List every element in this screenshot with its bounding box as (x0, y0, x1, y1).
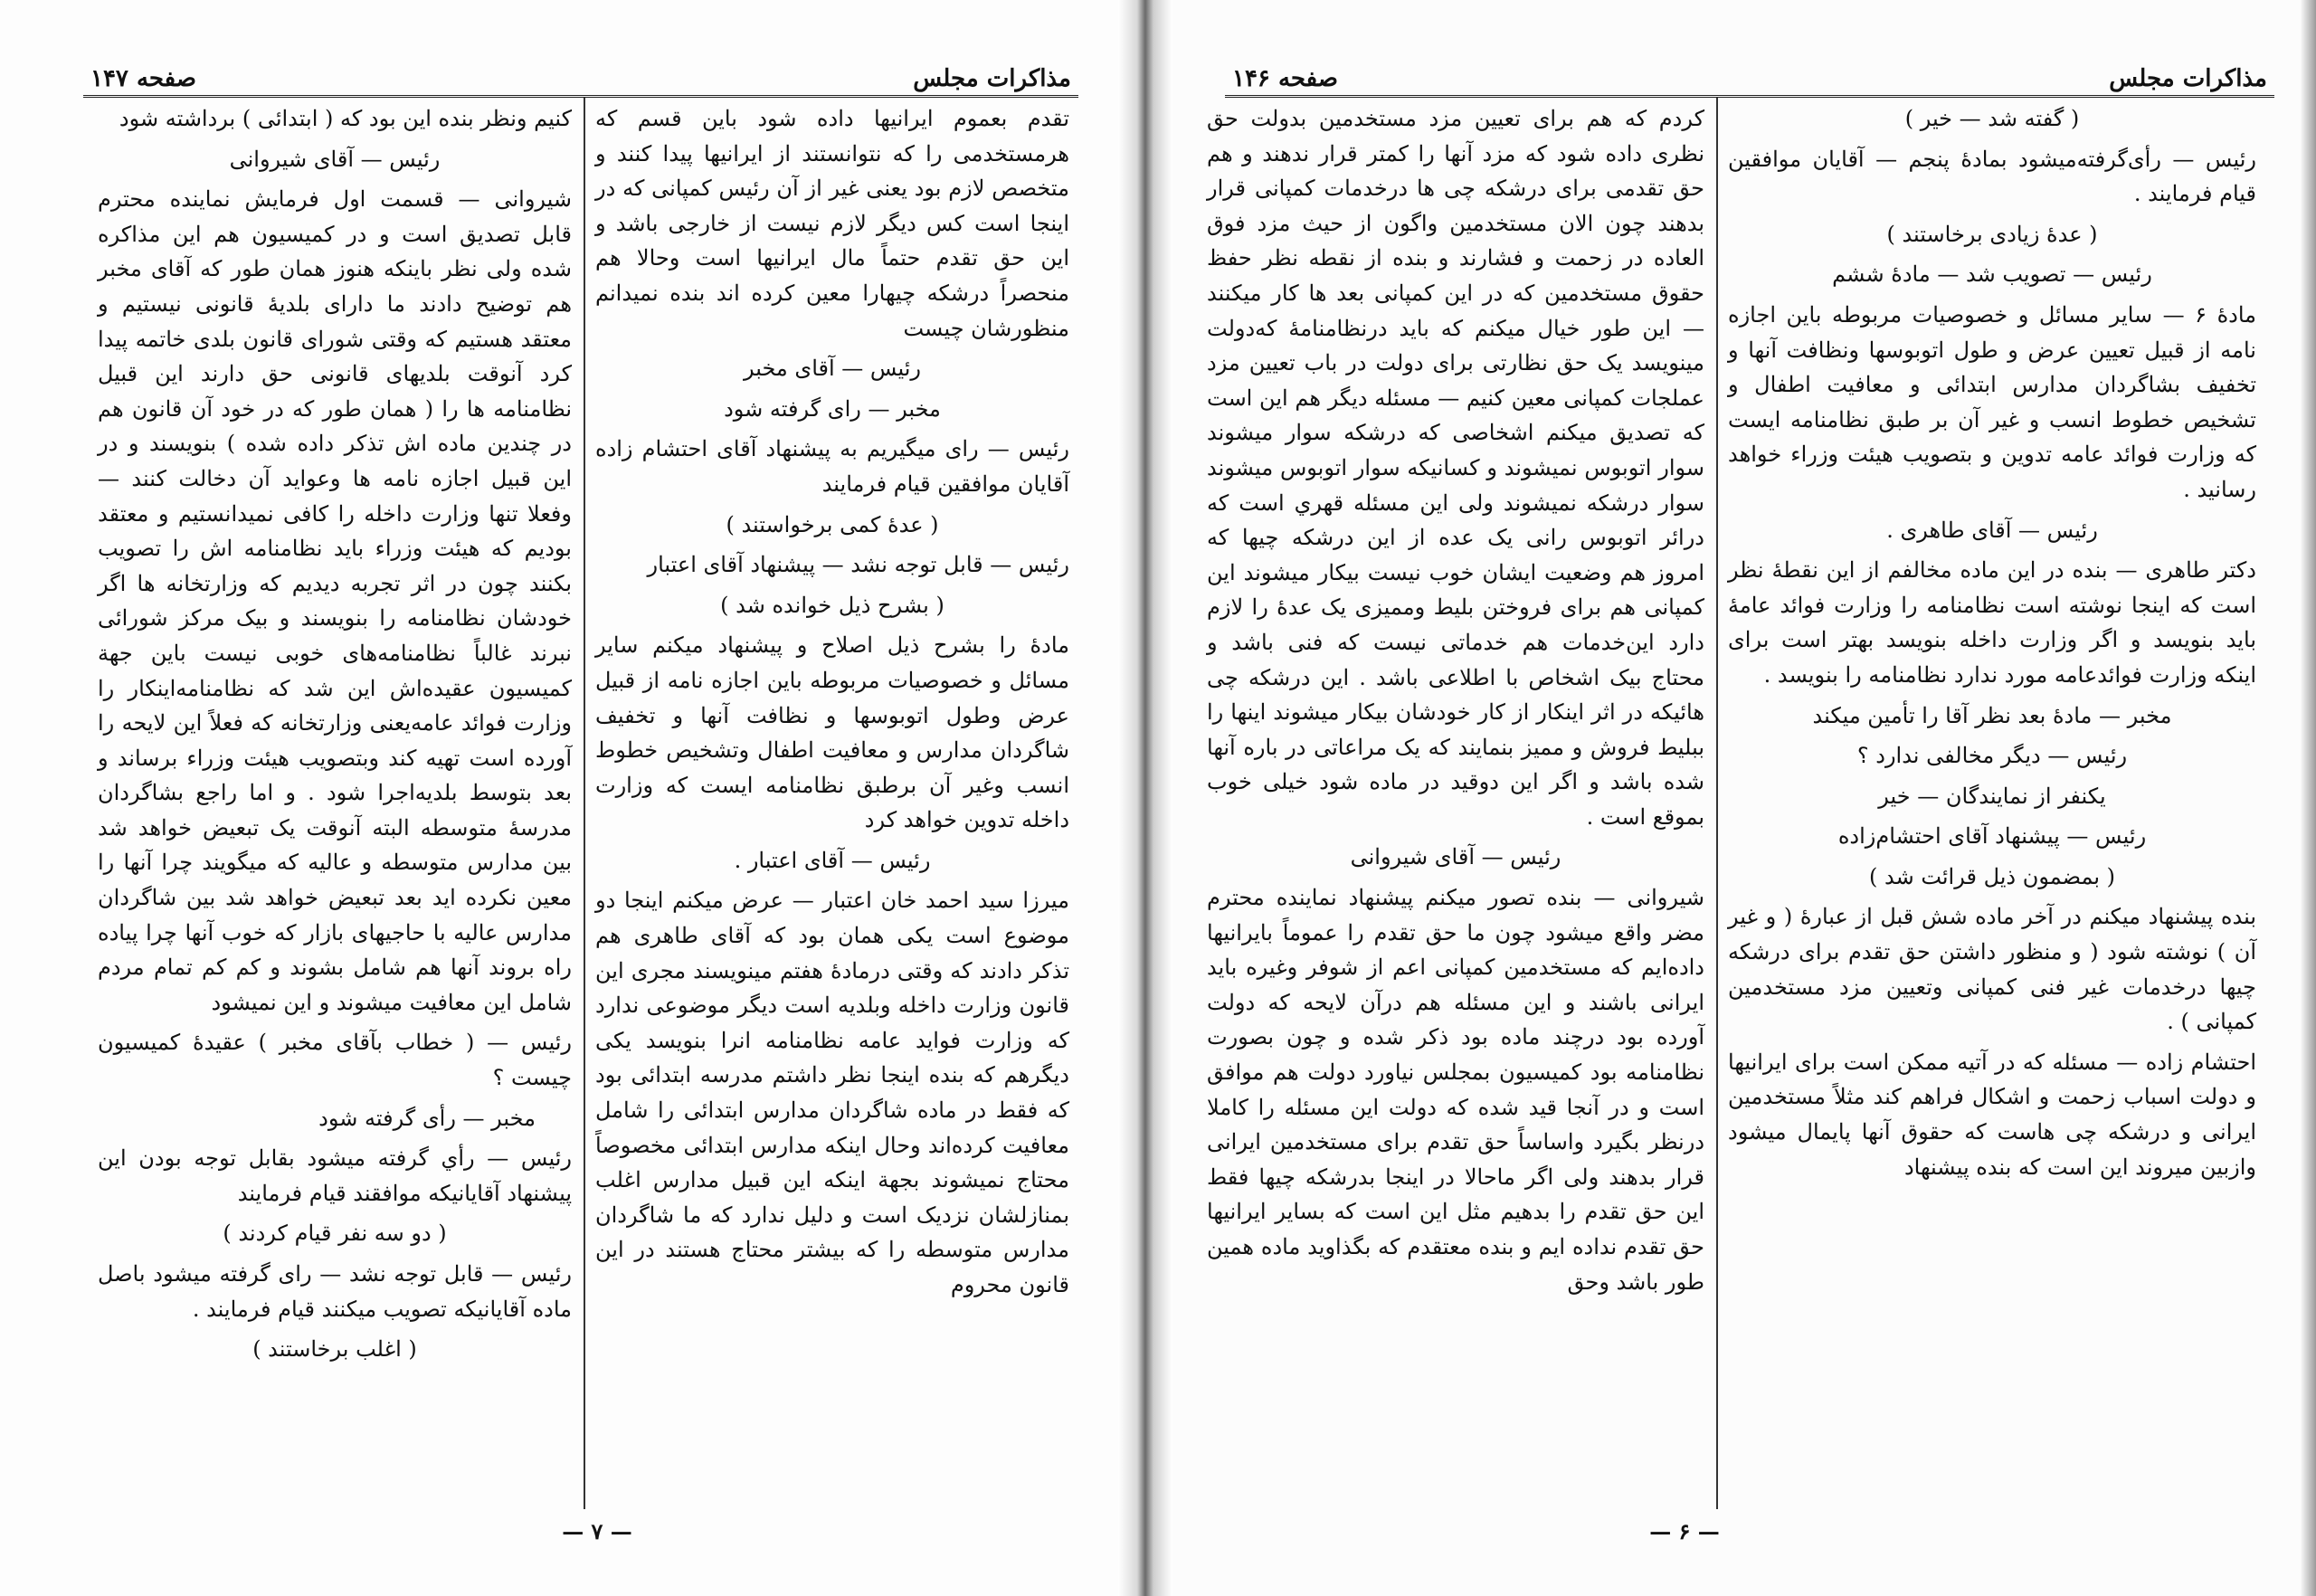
paragraph: رئیس — رأی‌گرفته‌میشود بمادهٔ پنجم — آقایان موافقین قیام فرمایند . (1728, 146, 2256, 207)
paragraph: رئیس — آقای شیروانی (1350, 844, 1561, 870)
paragraph: کنیم ونظر بنده این بود که ( ابتدائی ) برداشته شود (119, 106, 572, 131)
paragraph: ( دو سه نفر قیام کردند ) (223, 1221, 447, 1247)
paragraph: شیروانی — قسمت اول فرمایش نماینده محترم قابل تصدیق است و در کمیسیون هم این مذاکره شده ولی نظر باینکه هنوز همان طور که آقای مخبر هم توضیح دادند ما دارای بلدیهٔ قانونی نیستیم و معتقد هستیم که وقتی شورای قانون بلدی خاتمه پیدا کرد آنوقت بلدیهای قانونی حق دارند این قبیل نظامنامه ها را ( همان طور که در خود آن قانون هم در چندین ماده اش تذکر داده شده ) بنویسند و در این قبیل اجازه نامه ها وعواید آن دخالت کنند — وفعلا تنها وزارت داخله را کافی نمیدانستیم و معتقد بودیم که هیئت وزراء باید نظامنامه اش را تصویب بکنند چون در اثر تجربه دیدیم که وزارتخانه ها اگر خودشان نظامنامه را بنویسند و بیک مرکز شورائی نبرند غالباً نظامنامه‌های خوبی نیست باین جهة کمیسیون عقیده‌اش این شد که نظامنامه‌اینکار را وزارت فوائد عامه‌یعنی وزارتخانه که فعلاً این لایحه را آورده است تهیه کند وبتصویب هیئت وزراء برساند و بعد بتوسط بلدیه‌اجرا شود . و اما راجع بشاگردان مدرسهٔ متوسطه البته آنوقت یک تبعیض خواهد شد بین مدارس متوسطه و عالیه که میگویند چرا آنها را معین نکرده اید بعد تبعیض خواهد شد بین شاگردان مدارس عالیه با حاجیهای بازار که خوب آنها چرا پیاده راه بروند آنها هم شامل بشوند و کم کم تمام مردم شامل این معافیت میشوند و این نمیشود (98, 186, 573, 1015)
column-divider (584, 98, 585, 1509)
left-page-column-right (588, 98, 1077, 1509)
left-page-folio: — ۷ — (562, 1518, 632, 1544)
right-page-number-label: صفحه ۱۴۶ (1232, 65, 1338, 92)
paragraph: احتشام زاده — مسئله که در آتیه ممکن است برای ایرانیها و دولت اسباب زحمت و اشکال فراهم کند مثلاً مستخدمین ایرانی و درشکه چی هاست که حقوق آنها پایمال میشود وازبین میروند این است که بنده پیشنهاد (1728, 1049, 2256, 1180)
paragraph: رئیس — قابل توجه نشد — رای گرفته میشود باصل ماده آقایانیکه تصویب میکنند قیام فرمایند . (98, 1261, 572, 1322)
paragraph: مخبر — رأی گرفته شود (318, 1105, 536, 1131)
paragraph: ( بشرح ذیل خوانده شد ) (720, 592, 944, 618)
paragraph: رئیس — آقای طاهری . (1886, 517, 2098, 543)
left-page (0, 0, 1142, 1596)
paragraph: رئیس — پیشنهاد آقای احتشام‌زاده (1837, 823, 2147, 850)
right-page (1142, 0, 2316, 1596)
paragraph: مخبر — مادهٔ بعد نظر آقا را تأمین میکند (1812, 702, 2172, 728)
page-edge-shadow (2300, 0, 2316, 1596)
paragraph: مخبر — رای گرفته شود (724, 395, 941, 422)
paragraph: ( اغلب برخاستند ) (252, 1336, 417, 1363)
right-page-running-title: مذاکرات مجلس (2109, 65, 2267, 92)
book-gutter (1118, 0, 1172, 1596)
left-page-column-left (90, 98, 579, 1509)
paragraph: رئیس — آقای اعتبار . (734, 847, 931, 873)
left-page-number-label: صفحه ۱۴۷ (90, 65, 196, 92)
paragraph: رئیس — رأي گرفته میشود بقابل توجه بودن این پیشنهاد آقایانیکه موافقند قیام فرمایند (98, 1145, 572, 1206)
paragraph: تقدم بعموم ایرانیها داده شود باین قسم که هرمستخدمی را که نتوانستند از ایرانیها پیدا کنند و متخصص لازم بود یعنی غیر از آن رئیس کمپانی که در اینجا است کس دیگر لازم نیست از خارجی باشد و این حق تقدم حتماً مال ایرانیها است وحالا هم منحصراً درشکه چیهارا معین کرده اند بنده نمیدانم منظورشان چیست (595, 106, 1069, 341)
left-page-header (83, 52, 1078, 98)
paragraph: شیروانی — بنده تصور میکنم پیشنهاد نماینده محترم مضر واقع میشود چون ما حق تقدم را عموماً بایرانیها داده‌ایم که مستخدمین کمپانی اعم از شوفر وغیره باید ایرانی باشند و این مسئله هم درآن لایحه که دولت آورده بود درچند ماده بود ذکر شده و چون بصورت نظامنامه بود کمیسیون بمجلس نیاورد دولت هم موافق است و در آنجا قید شده که دولت این مسئله را کاملا درنظر بگیرد واساساً حق تقدم برای مستخدمین ایرانی قرار بدهند ولی اگر ماحالا در اینجا بدرشکه چیها فقط این حق تقدم را بدهیم مثل این است که بسایر ایرانیها حق تقدم نداده ایم و بنده معتقدم که بگذاوید ماده همین طور باشد وحق (1207, 885, 1705, 1295)
left-page-running-title: مذاکرات مجلس (913, 65, 1071, 92)
paragraph: ( عدهٔ کمی برخواستند ) (726, 511, 939, 537)
paragraph: بنده پیشنهاد میکنم در آخر ماده شش قبل از عبارهٔ ( و غیر آن ) نوشته شود ( و منظور داشتن حق تقدم برای درشکه چیها درخدمات غیر فنی کمپانی وتعیین مزد مستخدمین کمپانی ) . (1728, 904, 2256, 1035)
paragraph: ( عدهٔ زیادی برخاستند ) (1886, 221, 2098, 247)
paragraph: مادهٔ را بشرح ذیل اصلاح و پیشنهاد میکنم سایر مسائل و خصوصیات مربوطه باین اجازه نامه از قبیل عرض وطول اتوبوسها و نظافت آنها و تخفیف شاگردان مدارس و معافیت اطفال وتشخیص خطوط انسب وغیر آن برطبق نظامنامه ایست که وزارت داخله تدوین خواهد کرد (595, 632, 1069, 833)
paragraph: رئیس — تصویب شد — مادهٔ ششم (1832, 261, 2152, 288)
paragraph: رئیس — آقای شیروانی (229, 146, 441, 172)
paragraph: مادهٔ ۶ — سایر مسائل و خصوصیات مربوطه باین اجازه نامه از قبیل تعیین عرض و طول اتوبوسها ونظافت آنها و تخفیف بشاگردان مدارس ابتدائی و معافیت اطفال و تشخیص خطوط انسب و غیر آن بر طبق نظامنامه ایست که وزارت فوائد عامه تدوین و بتصویب هیئت وزراء خواهد رسانید . (1728, 301, 2256, 502)
paragraph: رئیس — دیگر مخالفی ندارد ؟ (1856, 743, 2128, 769)
paragraph: رئیس — ( خطاب بآقای مخبر ) عقیدهٔ کمیسیون چیست ؟ (98, 1030, 572, 1091)
right-page-folio: — ۶ — (1649, 1518, 1720, 1544)
paragraph: کردم که هم برای تعیین مزد مستخدمین بدولت حق نظری داده شود که مزد آنها را کمتر قرار ندهند و هم حق تقدمی برای درشکه چی ها درخدمات کمپانی قرار بدهند چون الان مستخدمین واگون از حیث مزد فوق العاده در زحمت و فشارند و بنده از نقطه نظر حفظ حقوق مستخدمین که در این کمپانی بعد ها کار میکنند — این طور خیال میکنم که باید درنظامنامهٔ که‌دولت مینویسد یک حق نظارتی برای دولت در باب تعیین مزد عملجات کمپانی معین کنیم — مسئله دیگر هم این است که تصدیق میکنم اشخاصی که درشکه سوار میشوند سوار اتوبوس نمیشوند و کسانیکه سوار اتوبوس میشوند سوار درشکه نمیشوند ولی این مسئله قهري است که درائر اتوبوس رانی یک عده از این درشکه چیها که امروز هم وضعیت ایشان خوب نیست بیکار میشوند این کمپانی هم برای فروختن بلیط وممیزی یک عدهٔ را لازم دارد این‌خدمات هم خدماتی نیست که فنی باشد و محتاج بیک اشخاص با اطلاعی باشد . این درشکه چی هائیکه در اثر اینکار از کار خودشان بیکار میشوند اینها را ببلیط فروش و ممیز بنمایند که یک مراعاتی در باره آنها شده باشد و اگر این دوقید در ماده شود خیلی خوب بموقع است . (1207, 106, 1704, 830)
right-page-header (1225, 52, 2274, 98)
right-page-column-right (1721, 98, 2264, 1509)
paragraph: رئیس — قابل توجه نشد — پیشنهاد آقای اعتبار (647, 552, 1069, 578)
paragraph: رئیس — رای میگیریم به پیشنهاد آقای احتشام زاده آقایان موافقین قیام فرمایند (595, 436, 1069, 497)
column-divider (1716, 98, 1718, 1509)
paragraph: ( گفته شد — خیر ) (1904, 106, 2080, 131)
paragraph: میرزا سید احمد خان اعتبار — عرض میکنم اینجا دو موضوع است یکی همان بود که آقای طاهری هم تذکر دادند که وقتی درمادهٔ هفتم مینویسند مجری این قانون وزارت داخله وبلدیه است دیگر موضوعی ندارد که وزارت فواید عامه نظامنامه انرا بنویسد یکی دیگرهم که بنده اینجا نظر داشتم مدرسه ابتدائی بود که فقط در ماده شاگردان مدارس ابتدائی را شامل معافیت کرده‌اند وحال اینکه مدارس ابتدائی مخصوصاً محتاج نمیشوند بجهة اینکه این قبیل مدارس اغلب بمنازلشان نزدیک است و دلیل ندارد که ما شاگردان مدارس متوسطه را که بیشتر محتاج هستند در این قانون محروم (595, 888, 1069, 1297)
right-page-column-left (1200, 98, 1712, 1509)
paragraph: دکتر طاهری — بنده در این ماده مخالفم از این نقطهٔ نظر است که اینجا نوشته است نظامنامه را وزارت فوائد عامهٔ باید بنویسد و اگر وزارت داخله بنویسد بهتر است برای اینکه وزارت فوائدعامه مورد ندارد نظامنامه را بنویسد . (1728, 557, 2256, 688)
paragraph: یکنفر از نمایندگان — خیر (1878, 783, 2106, 809)
paragraph: رئیس — آقای مخبر (743, 356, 922, 382)
paragraph: ( بمضمون ذیل قرائت شد ) (1868, 863, 2115, 889)
